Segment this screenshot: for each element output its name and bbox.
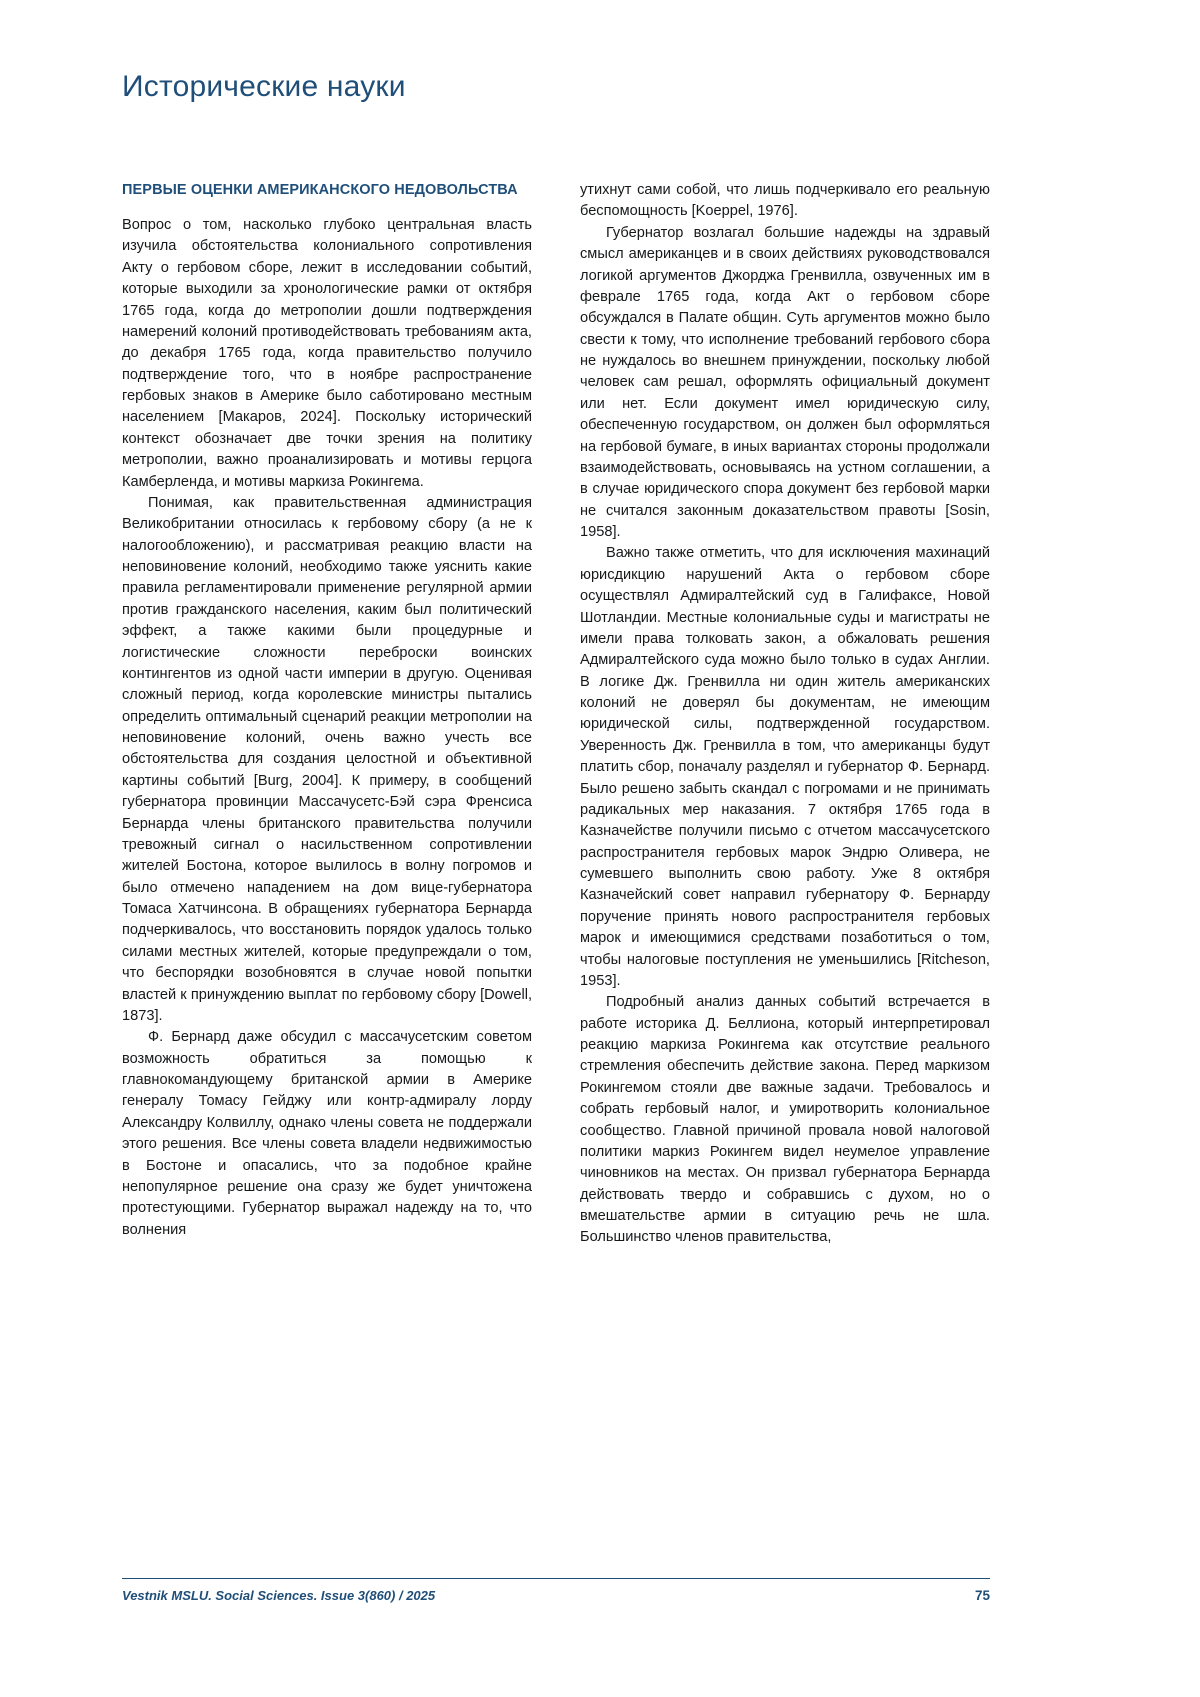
right-column (580, 180, 990, 1249)
footer-citation: Vestnik MSLU. Social Sciences. Issue 3(860) / 2025 (122, 1588, 436, 1603)
paragraph: утихнут сами собой, что лишь подчеркивало его реальную беспомощность [Koeppel, 1976]. (580, 182, 990, 220)
page-section-title: Исторические науки (122, 70, 406, 103)
paragraph: Понимая, как правительственная администрация Великобритании относилась к гербовому сбору (а не к налогообложению), и рассматривая реакцию власти на неповиновение колоний, необходимо также уяснить какие правила регламентировали применение регулярной армии против гражданского населения, каким был политический эффект, а также какими были процедурные и логистические сложности переброски воинских контингентов из одной части империи в другую. Оценивая сложный период, когда королевские министры пытались определить оптимальный сценарий реакции метрополии на неповиновение колоний, очень важно учесть все обстоятельства для создания целостной и объективной картины событий [Burg, 2004]. К примеру, в сообщений губернатора провинции Массачусетс-Бэй сэра Френсиса Бернарда члены британского правительства получили тревожный сигнал о насильственном сопротивлении жителей Бостона, которое вылилось в волну погромов и было отмечено нападением на дом вице-губернатора Томаса Хатчинсона. В обращениях губернатора Бернарда подчеркивалось, что восстановить порядок удалось только силами местных жителей, которые предупреждали о том, что беспорядки возобновятся в случае новой попытки властей к принуждению выплат по гербовому сбору [Dowell, 1873]. (122, 494, 532, 1024)
article-columns (122, 180, 990, 1249)
paragraph: Губернатор возлагал большие надежды на здравый смысл американцев и в своих действиях руководствовался логикой аргументов Джорджа Гренвилла, озвученных им в феврале 1765 года, когда Акт о гербовом сборе обсуждался в Палате общин. Суть аргументов можно было свести к тому, что исполнение требований гербового сбора не нуждалось во внешнем принуждении, поскольку любой человек сам решал, оформлять официальный документ или нет. Если документ имел юридическую силу, обеспеченную государством, он должен был оформляться на гербовой бумаге, в иных вариантах стороны продолжали взаимодействовать, основываясь на устном соглашении, а в случае юридического спора документ без гербовой марки не считался законным доказательством правоты [Sosin, 1958]. (580, 224, 990, 540)
page-number: 75 (974, 1588, 990, 1603)
article-heading: ПЕРВЫЕ ОЦЕНКИ АМЕРИКАНСКОГО НЕДОВОЛЬСТВА (122, 182, 518, 198)
left-column (122, 180, 532, 1249)
paragraph: Вопрос о том, насколько глубоко центральная власть изучила обстоятельства колониального сопротивления Акту о гербовом сборе, лежит в исследовании событий, которые выходили за хронологические рамки от октября 1765 года, когда до метрополии дошли подтверждения намерений колоний противодействовать требованиям акта, до декабря 1765 года, когда правительство получило подтверждение того, что в ноябре распространение гербовых знаков в Америке было саботировано местным населением [Макаров, 2024]. Поскольку исторический контекст обозначает две точки зрения на политику метрополии, важно проанализировать и мотивы герцога Камберленда, и мотивы маркиза Рокингема. (122, 217, 532, 490)
page-footer (122, 1578, 990, 1603)
paragraph: Ф. Бернард даже обсудил с массачусетским советом возможность обратиться за помощью к главнокомандующему британской армии в Америке генералу Томасу Гейджу или контр-адмиралу лорду Александру Колвиллу, однако члены совета не поддержали этого решения. Все члены совета владели недвижимостью в Бостоне и опасались, что за подобное крайне непопулярное решение она сразу же будет уничтожена протестующими. Губернатор выражал надежду на то, что волнения (122, 1029, 532, 1238)
paragraph: Важно также отметить, что для исключения махинаций юрисдикцию нарушений Акта о гербовом сборе осуществлял Адмиралтейский суд в Галифаксе, Новой Шотландии. Местные колониальные суды и магистраты не имели права толковать закон, а обжаловать решения Адмиралтейского суда можно было только в судах Англии. В логике Дж. Гренвилла ни один житель американских колоний не доверял бы документам, не имеющим юридической силы, подтвержденной государством. Уверенность Дж. Гренвилла в том, что американцы будут платить сбор, поначалу разделял и губернатор Ф. Бернард. Было решено забыть скандал с погромами и не принимать радикальных мер наказания. 7 октября 1765 года в Казначействе получили письмо с отчетом массачусетского распространителя гербовых марок Эндрю Оливера, не сумевшего выполнить свою работу. Уже 8 октября Казначейский совет направил губернатору Ф. Бернарду поручение принять нового распространителя гербовых марок и имеющимися средствами позаботиться о том, чтобы налоговые поступления не уменьшились [Ritcheson, 1953]. (580, 545, 990, 989)
paragraph: Подробный анализ данных событий встречается в работе историка Д. Беллиона, который интерпретировал реакцию маркиза Рокингема как отсутствие реального стремления обеспечить действие закона. Перед маркизом Рокингемом стояли две важные задачи. Требовалось и собрать гербовый налог, и умиротворить колониальное сообщество. Главной причиной провала новой налоговой политики маркиз Рокингем видел неумелое управление чиновников на местах. Он призвал губернатора Бернарда действовать твердо и собравшись с духом, но о вмешательстве армии в ситуацию речь не шла. Большинство членов правительства, (580, 994, 990, 1246)
